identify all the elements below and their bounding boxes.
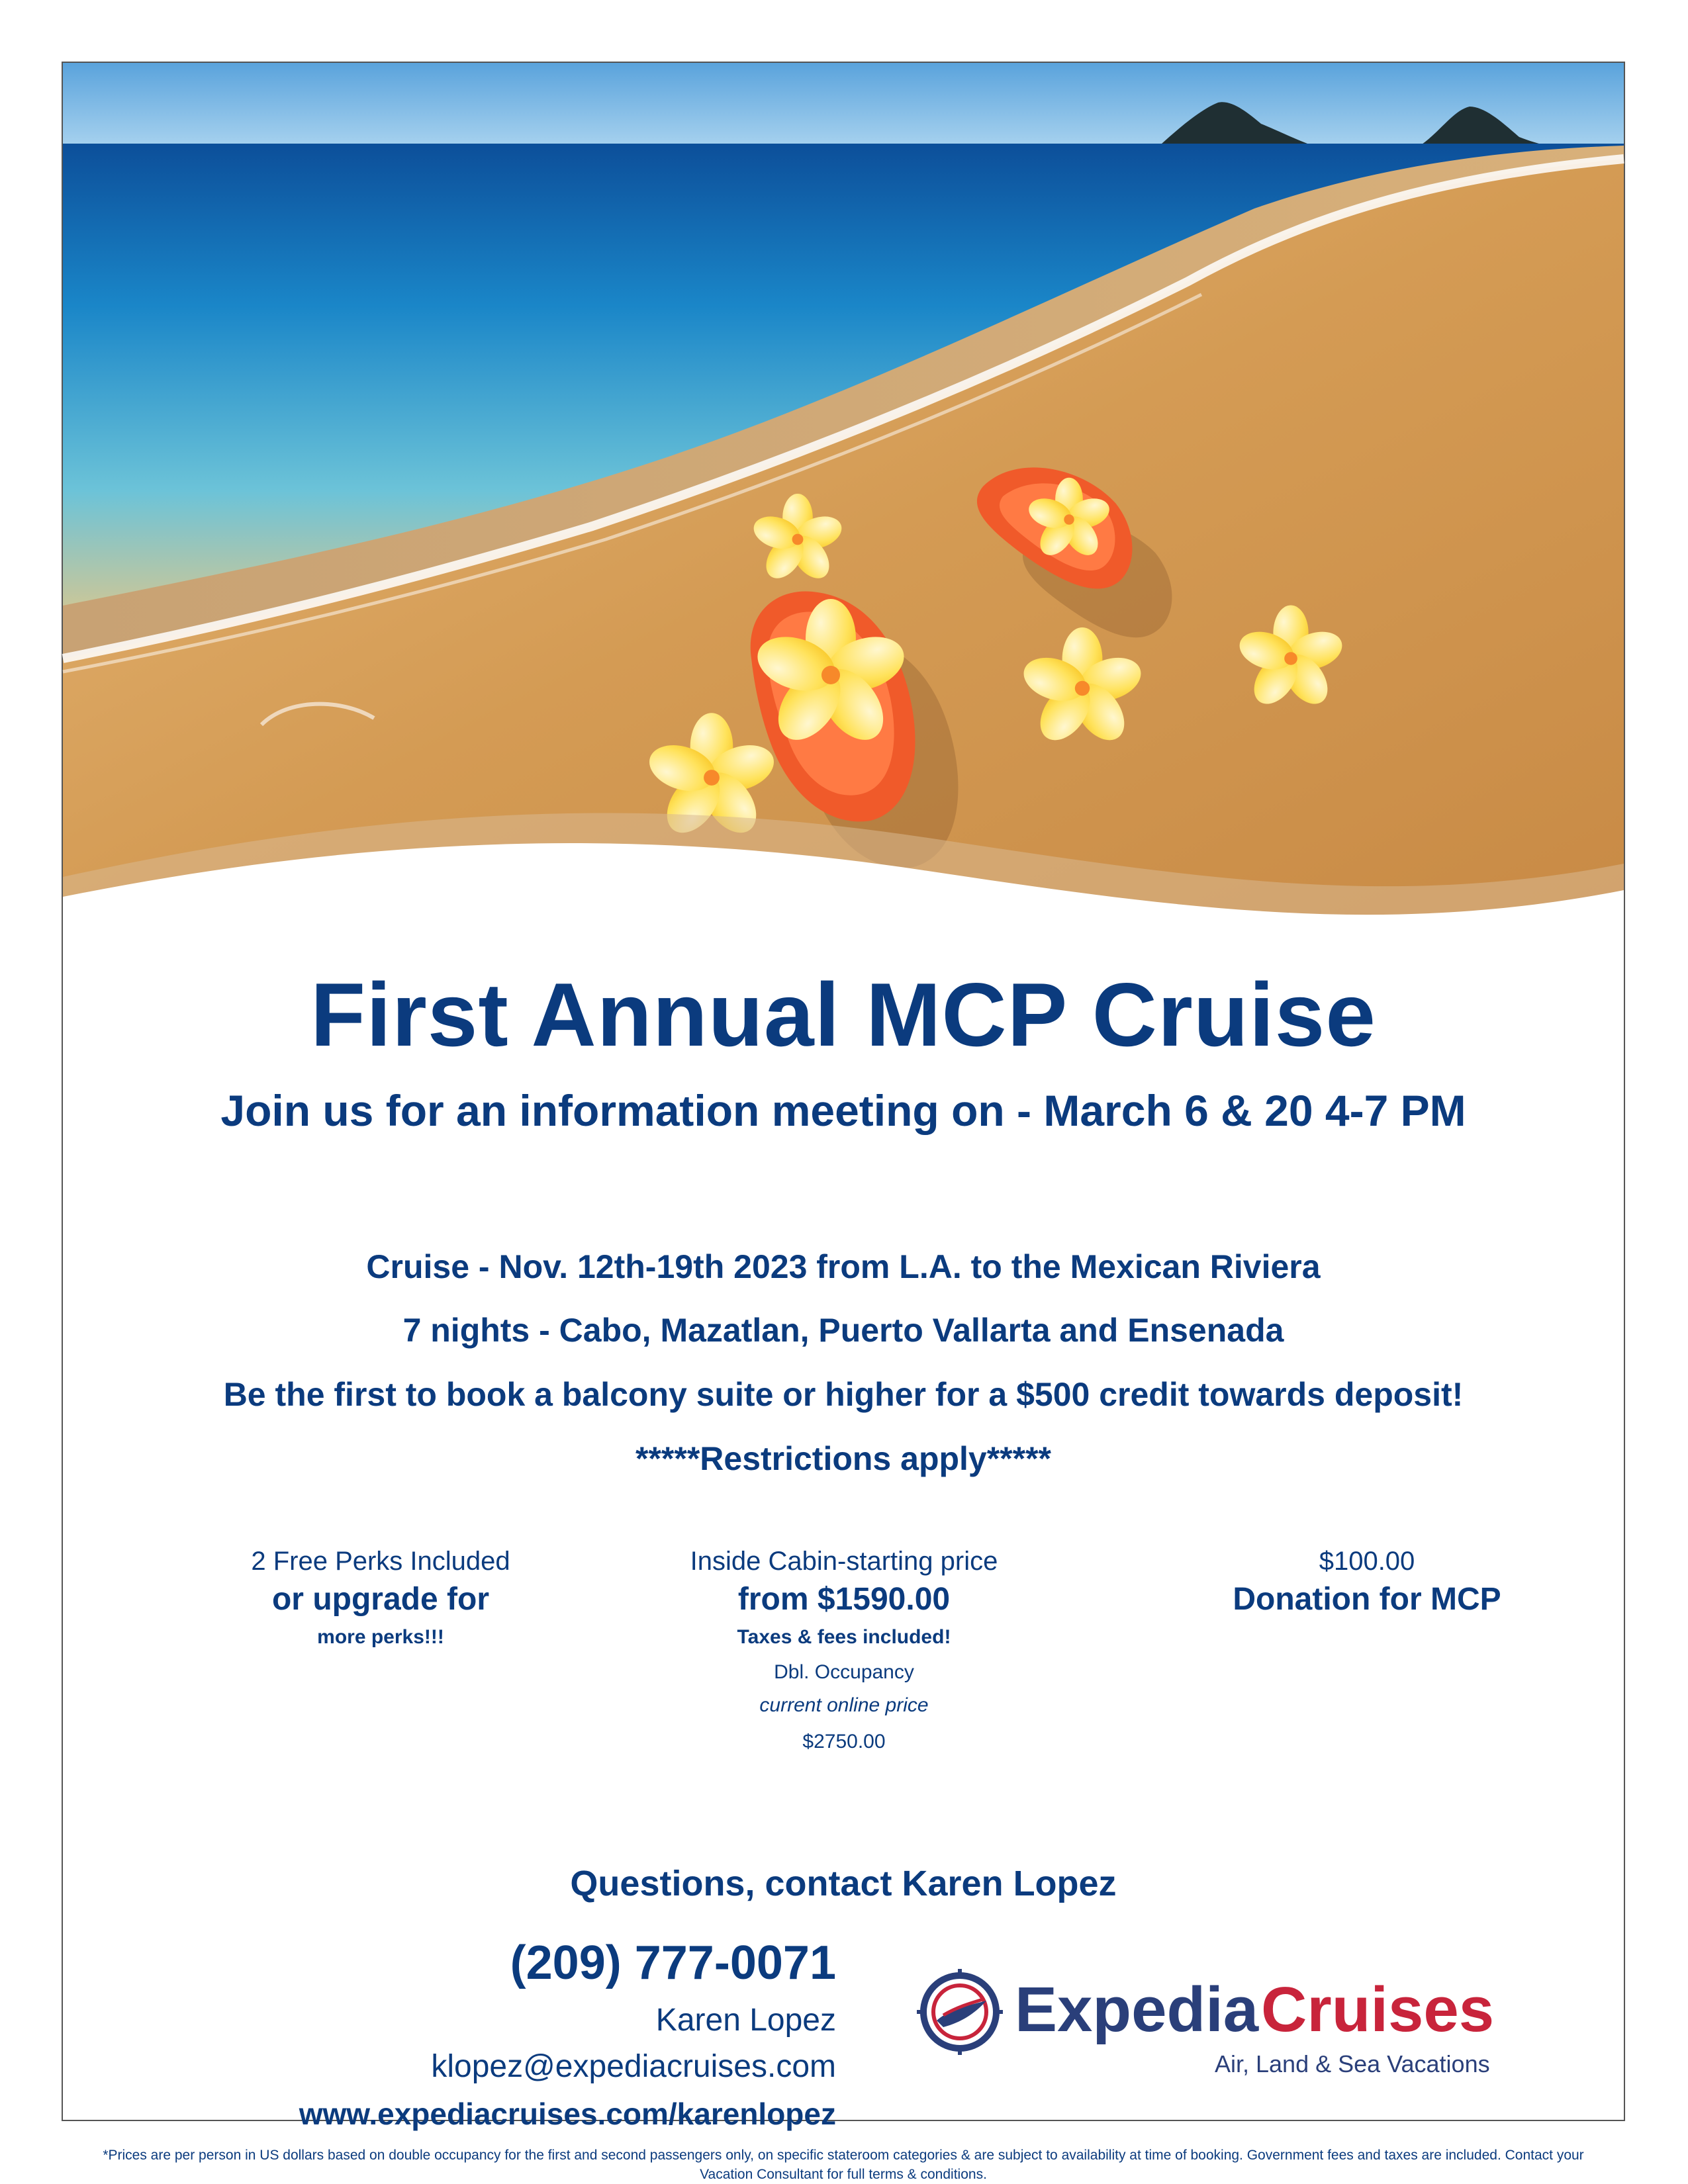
meeting-subtitle: Join us for an information meeting on - March 6 & 20 4-7 PM — [220, 1086, 1466, 1135]
perks-column — [149, 1542, 612, 1656]
cabin-label: Inside Cabin-starting price — [690, 1547, 998, 1576]
cabin-taxes: Taxes & fees included! — [737, 1626, 951, 1648]
logo-word-expedia: Expedia — [1015, 1974, 1259, 2045]
online-price: $2750.00 — [802, 1731, 886, 1752]
donation-amount: $100.00 — [1319, 1547, 1415, 1576]
logo-tagline: Air, Land & Sea Vacations — [1215, 2050, 1490, 2077]
pricing-disclaimer: *Prices are per person in US dollars based on double occupancy for the first and second passengers only, on specific stateroom categories & are subject to availability at time of booking. Government fees and taxes are included. Contact your Vacation Consultant for full terms & conditions. — [103, 2148, 1584, 2182]
contact-heading: Questions, contact Karen Lopez — [570, 1864, 1117, 1903]
booking-offer: Be the first to book a balcony suite or higher for a $500 credit towards deposit! — [223, 1376, 1464, 1413]
sky — [63, 63, 1624, 149]
online-price-label: current online price — [759, 1694, 929, 1716]
flyer-page — [62, 62, 1625, 2182]
cruise-ports: 7 nights - Cabo, Mazatlan, Puerto Vallarta and Ensenada — [402, 1312, 1284, 1349]
expedia-cruises-logo — [917, 1966, 1513, 2078]
donation-label: Donation for MCP — [1233, 1582, 1501, 1617]
contact-email[interactable]: klopez@expediacruises.com — [431, 2049, 836, 2084]
logo-word-cruises: Cruises — [1261, 1974, 1495, 2045]
cabin-price: from $1590.00 — [737, 1582, 951, 1617]
perks-line1: 2 Free Perks Included — [251, 1547, 510, 1576]
cabin-price-column — [612, 1542, 1076, 1762]
restrictions-note: *****Restrictions apply***** — [635, 1440, 1052, 1477]
contact-website[interactable]: www.expediacruises.com/karenlopez — [299, 2097, 836, 2131]
donation-column — [1135, 1542, 1599, 1619]
cruise-dates: Cruise - Nov. 12th-19th 2023 from L.A. to the Mexican Riviera — [366, 1248, 1321, 1285]
perks-line3: more perks!!! — [317, 1626, 444, 1648]
contact-name: Karen Lopez — [655, 2003, 836, 2038]
cabin-occupancy: Dbl. Occupancy — [774, 1661, 914, 1683]
ship-wheel-icon — [917, 1969, 1003, 2055]
perks-line2: or upgrade for — [271, 1582, 489, 1617]
beach-hero-image — [63, 63, 1624, 936]
page-title: First Annual MCP Cruise — [310, 964, 1376, 1065]
contact-phone[interactable]: (209) 777-0071 — [510, 1936, 836, 1989]
